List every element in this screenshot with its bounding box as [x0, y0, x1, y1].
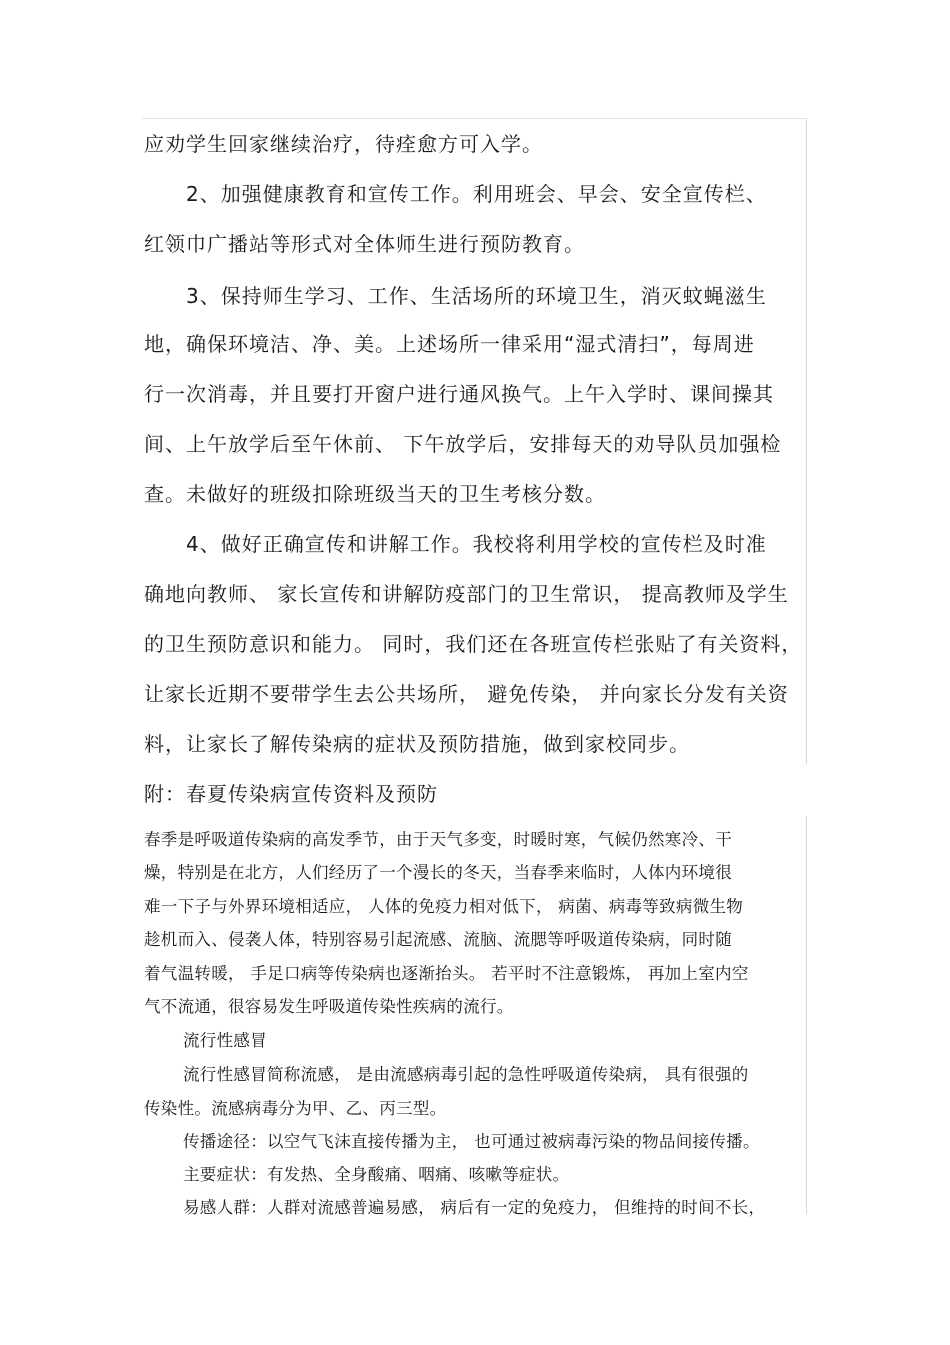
paragraph-line: 应劝学生回家继续治疗，待痊愈方可入学。 — [144, 132, 543, 156]
paragraph-line: 的卫生预防意识和能力。 同时，我们还在各班宣传栏张贴了有关资料， — [144, 632, 803, 656]
paragraph-line: 4、做好正确宣传和讲解工作。我校将利用学校的宣传栏及时准 — [186, 532, 767, 556]
paragraph-line: 传播途径：以空气飞沫直接传播为主， 也可通过被病毒污染的物品间接传播。 — [183, 1132, 760, 1151]
paragraph-line: 传染性。流感病毒分为甲、乙、丙三型。 — [144, 1099, 447, 1118]
paragraph-line: 春季是呼吸道传染病的高发季节，由于天气多变，时暖时寒，气候仍然寒冷、干 — [144, 830, 732, 849]
paragraph-line: 燥，特别是在北方，人们经历了一个漫长的冬天，当春季来临时，人体内环境很 — [144, 863, 732, 882]
subheading: 流行性感冒 — [183, 1031, 267, 1050]
paragraph-line: 易感人群：人群对流感普遍易感， 病后有一定的免疫力， 但维持的时间不长， — [183, 1198, 766, 1217]
paragraph-line: 料，让家长了解传染病的症状及预防措施，做到家校同步。 — [144, 732, 690, 756]
paragraph-line: 红领巾广播站等形式对全体师生进行预防教育。 — [144, 232, 585, 256]
paragraph-line: 查。未做好的班级扣除班级当天的卫生考核分数。 — [144, 482, 606, 506]
paragraph-line: 主要症状：有发热、全身酸痛、咽痛、咳嗽等症状。 — [183, 1165, 570, 1184]
paragraph-line: 让家长近期不要带学生去公共场所， 避免传染， 并向家长分发有关资 — [144, 682, 789, 706]
paragraph-line: 确地向教师、 家长宣传和讲解防疫部门的卫生常识， 提高教师及学生 — [144, 582, 789, 606]
paragraph-line: 2、加强健康教育和宣传工作。利用班会、早会、安全宣传栏、 — [186, 182, 767, 206]
paragraph-line: 行一次消毒，并且要打开窗户进行通风换气。上午入学时、课间操其 — [144, 382, 774, 406]
paragraph-line: 地，确保环境洁、净、美。上述场所一律采用“湿式清扫”，每周进 — [144, 332, 755, 356]
paragraph-line: 着气温转暖， 手足口病等传染病也逐渐抬头。 若平时不注意锻炼， 再加上室内空 — [144, 964, 749, 983]
paragraph-line: 难一下子与外界环境相适应， 人体的免疫力相对低下， 病菌、病毒等致病微生物 — [144, 897, 744, 916]
paragraph-line: 气不流通，很容易发生呼吸道传染性疾病的流行。 — [144, 997, 514, 1016]
paragraph-line: 趁机而入、侵袭人体，特别容易引起流感、流脑、流腮等呼吸道传染病，同时随 — [144, 930, 732, 949]
paragraph-line: 间、上午放学后至午休前、 下午放学后，安排每天的劝导队员加强检 — [144, 432, 782, 456]
appendix-title: 附：春夏传染病宣传资料及预防 — [144, 782, 438, 806]
paragraph-line: 3、保持师生学习、工作、生活场所的环境卫生，消灭蚊蝇滋生 — [186, 284, 767, 308]
paragraph-line: 流行性感冒简称流感， 是由流感病毒引起的急性呼吸道传染病， 具有很强的 — [183, 1065, 749, 1084]
